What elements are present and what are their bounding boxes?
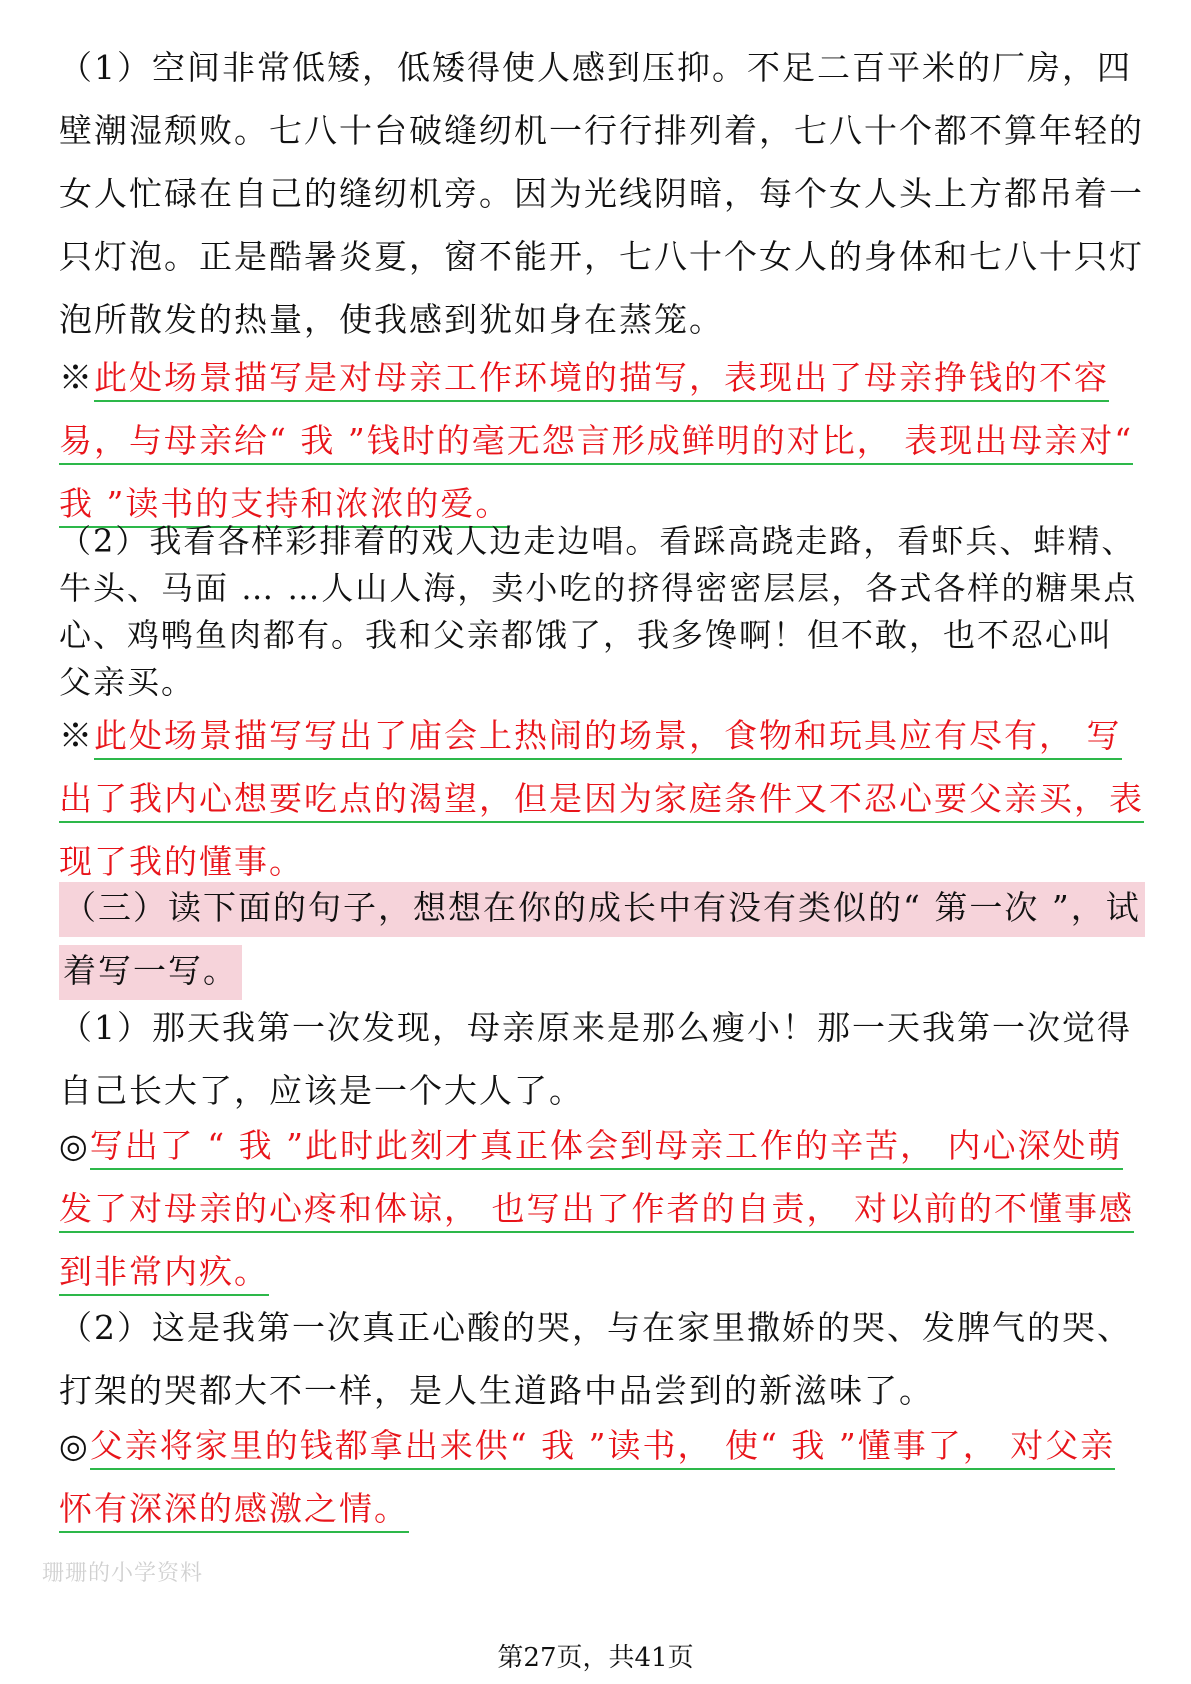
annotation-paragraph bbox=[59, 1414, 1145, 1540]
watermark: 珊珊的小学资料 bbox=[42, 1561, 204, 1586]
excerpt-block-3 bbox=[59, 996, 1145, 1122]
section-heading-block bbox=[59, 876, 1145, 1002]
excerpt-paragraph: （1）空间非常低矮，低矮得使人感到压抑。不足二百平米的厂房，四壁潮湿颓败。七八十台破缝纫机一行行排列着，七八十个都不算年轻的女人忙碌在自己的缝纫机旁。因为光线阴暗，每个女人头上方都吊着一只灯泡。正是酷暑炎夏，窗不能开，七八十个女人的身体和七八十只灯泡所散发的热量，使我感到犹如身在蒸笼。 bbox=[59, 48, 1144, 339]
excerpt-paragraph: （2）这是我第一次真正心酸的哭，与在家里撒娇的哭、发脾气的哭、打架的哭都大不一样，是人生道路中品尝到的新滋味了。 bbox=[59, 1308, 1132, 1410]
annotation-block-2 bbox=[59, 704, 1145, 893]
section-heading bbox=[59, 876, 1145, 1002]
annotation-text: 写出了 “ 我 ”此时此刻才真正体会到母亲工作的辛苦， 内心深处萌发了对母亲的心疼和体谅， 也写出了作者的自责， 对以前的不懂事感到非常内疚。 bbox=[59, 1126, 1134, 1296]
reference-mark-icon: ※ bbox=[59, 358, 94, 397]
annotation-block-3 bbox=[59, 1114, 1145, 1303]
annotation-text: 父亲将家里的钱都拿出来供“ 我 ”读书， 使“ 我 ”懂事了， 对父亲怀有深深的感激之情。 bbox=[59, 1426, 1115, 1533]
annotation-block-4 bbox=[59, 1414, 1145, 1540]
double-circle-mark-icon: ◎ bbox=[59, 1426, 90, 1465]
excerpt-paragraph: （1）那天我第一次发现，母亲原来是那么瘦小！那一天我第一次觉得自己长大了，应该是一个大人了。 bbox=[59, 1008, 1132, 1110]
annotation-text: 此处场景描写写出了庙会上热闹的场景，食物和玩具应有尽有， 写出了我内心想要吃点的渴望，但是因为家庭条件又不忍心要父亲买，表现了我的懂事。 bbox=[59, 716, 1144, 886]
excerpt-block-1 bbox=[59, 36, 1145, 351]
excerpt-paragraph: （2）我看各样彩排着的戏人边走边唱。看踩高跷走路，看虾兵、蚌精、牛头、马面 … …人山人海，卖小吃的挤得密密层层，各式各样的糖果点心、鸡鸭鱼肉都有。我和父亲都饿了，我多馋啊！但不敢，也不忍心叫父亲买。 bbox=[59, 522, 1138, 701]
annotation-paragraph bbox=[59, 1114, 1145, 1303]
double-circle-mark-icon: ◎ bbox=[59, 1126, 90, 1165]
page-number: 第27页，共41页 bbox=[497, 1643, 694, 1673]
reference-mark-icon: ※ bbox=[59, 716, 94, 755]
excerpt-block-2 bbox=[59, 518, 1145, 706]
excerpt-block-4 bbox=[59, 1296, 1145, 1422]
annotation-text: 此处场景描写是对母亲工作环境的描写，表现出了母亲挣钱的不容易，与母亲给“ 我 ”钱时的毫无怨言形成鲜明的对比， 表现出母亲对“ 我 ”读书的支持和浓浓的爱。 bbox=[59, 358, 1133, 528]
annotation-paragraph bbox=[59, 704, 1145, 893]
section-heading-text: （三）读下面的句子，想想在你的成长中有没有类似的“ 第一次 ”，试着写一写。 bbox=[59, 882, 1145, 1000]
annotation-block-1 bbox=[59, 346, 1145, 535]
annotation-paragraph bbox=[59, 346, 1145, 535]
